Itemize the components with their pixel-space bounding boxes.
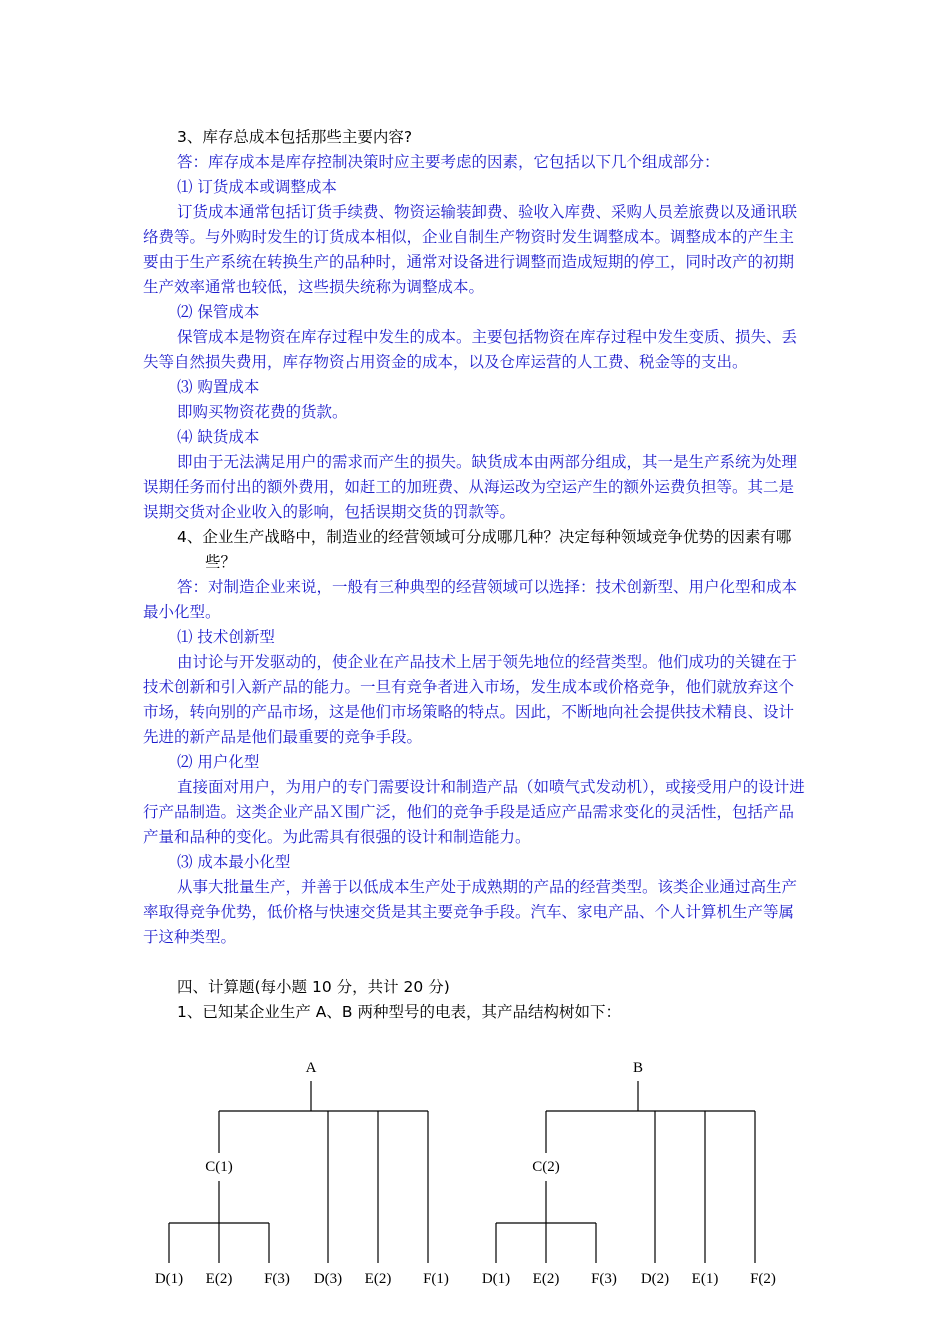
tree-b-leaf-6: F(2) (750, 1271, 776, 1287)
answer-4-item-1-text: 由讨论与开发驱动的，使企业在产品技术上居于领先地位的经营类型。他们成功的关键在于技术创新和引入新产品的能力。一旦有竞争者进入市场，发生成本或价格竞争，他们就放弃这个市场，转向别的产品市场，这是他们市场策略的特点。因此，不断地向社会提供技术精良、设计先进的新产品是他们最重要的竞争手段。 (143, 653, 798, 746)
tree-b-leaf-3: F(3) (591, 1271, 617, 1287)
section-4-question-1: 1、已知某企业生产 A、B 两种型号的电表，其产品结构树如下： (177, 1003, 621, 1021)
answer-4-item-2-text: 直接面对用户，为用户的专门需要设计和制造产品（如喷气式发动机），或接受用户的设计进行产品制造。这类企业产品Ｘ围广泛，他们的竞争手段是适应产品需求变化的灵活性，包括产品产量和品种的变化。为此需具有很强的设计和制造能力。 (143, 778, 805, 846)
tree-b-leaf-4: D(2) (640, 1271, 670, 1287)
question-3: 3、库存总成本包括那些主要内容? (177, 128, 413, 146)
answer-3-item-2-text: 保管成本是物资在库存过程中发生的成本。主要包括物资在库存过程中发生变质、损失、丢失等自然损失费用，库存物资占用资金的成本，以及仓库运营的人工费、税金等的支出。 (143, 328, 798, 371)
answer-3-item-1-heading: ⑴ 订货成本或调整成本 (177, 178, 337, 196)
tree-a-leaf-1: D(1) (154, 1271, 184, 1287)
answer-3-item-4-text: 即由于无法满足用户的需求而产生的损失。缺货成本由两部分组成，其一是生产系统为处理误期任务而付出的额外费用，如赶工的加班费、从海运改为空运产生的额外运费负担等。其二是误期交货对企业收入的影响，包括误期交货的罚款等。 (143, 453, 798, 521)
answer-3-item-3-heading: ⑶ 购置成本 (177, 378, 260, 396)
tree-b-leaf-1: D(1) (481, 1271, 511, 1287)
answer-3-item-1-text: 订货成本通常包括订货手续费、物资运输装卸费、验收入库费、采购人员差旅费以及通讯联络费等。与外购时发生的订货成本相似，企业自制生产物资时发生调整成本。调整成本的产生主要由于生产系统在转换生产的品种时，通常对设备进行调整而造成短期的停工，同时改产的初期生产效率通常也较低，这些损失统称为调整成本。 (143, 203, 798, 296)
tree-a-root-label: A (305, 1060, 317, 1076)
answer-3-item-4-heading: ⑷ 缺货成本 (177, 428, 260, 446)
tree-a-leaf-5: E(2) (364, 1271, 392, 1287)
tree-b-leaf-2: E(2) (532, 1271, 560, 1287)
product-tree-b (482, 1060, 776, 1287)
answer-3-item-2-heading: ⑵ 保管成本 (177, 303, 260, 321)
answer-3-intro: 答：库存成本是库存控制决策时应主要考虑的因素，它包括以下几个组成部分： (177, 153, 720, 171)
tree-a-leaf-2: E(2) (205, 1271, 233, 1287)
product-tree-a (155, 1060, 449, 1287)
answer-4-item-1-heading: ⑴ 技术创新型 (177, 628, 275, 646)
answer-4-intro: 答：对制造企业来说，一般有三种典型的经营领域可以选择：技术创新型、用户化型和成本最小化型。 (143, 578, 798, 621)
answer-4-item-2-heading: ⑵ 用户化型 (177, 753, 260, 771)
answer-3-item-3-text: 即购买物资花费的货款。 (177, 403, 348, 421)
tree-a-leaf-4: D(3) (313, 1271, 343, 1287)
tree-a-mid-label: C(1) (205, 1159, 233, 1175)
tree-a-leaf-6: F(1) (423, 1271, 449, 1287)
tree-b-leaf-5: E(1) (691, 1271, 719, 1287)
answer-4-item-3-text: 从事大批量生产，并善于以低成本生产处于成熟期的产品的经营类型。该类企业通过高生产率取得竞争优势，低价格与快速交货是其主要竞争手段。汽车、家电产品、个人计算机生产等属于这种类型。 (143, 878, 798, 946)
tree-a-leaf-3: F(3) (264, 1271, 290, 1287)
section-4-title: 四、计算题(每小题 10 分，共计 20 分) (177, 978, 450, 996)
question-4: 4、企业生产战略中，制造业的经营领域可分成哪几种？决定每种领域竞争优势的因素有哪些？ (177, 528, 792, 571)
tree-b-root-label: B (632, 1060, 644, 1076)
tree-b-mid-label: C(2) (532, 1159, 560, 1175)
answer-4-item-3-heading: ⑶ 成本最小化型 (177, 853, 291, 871)
